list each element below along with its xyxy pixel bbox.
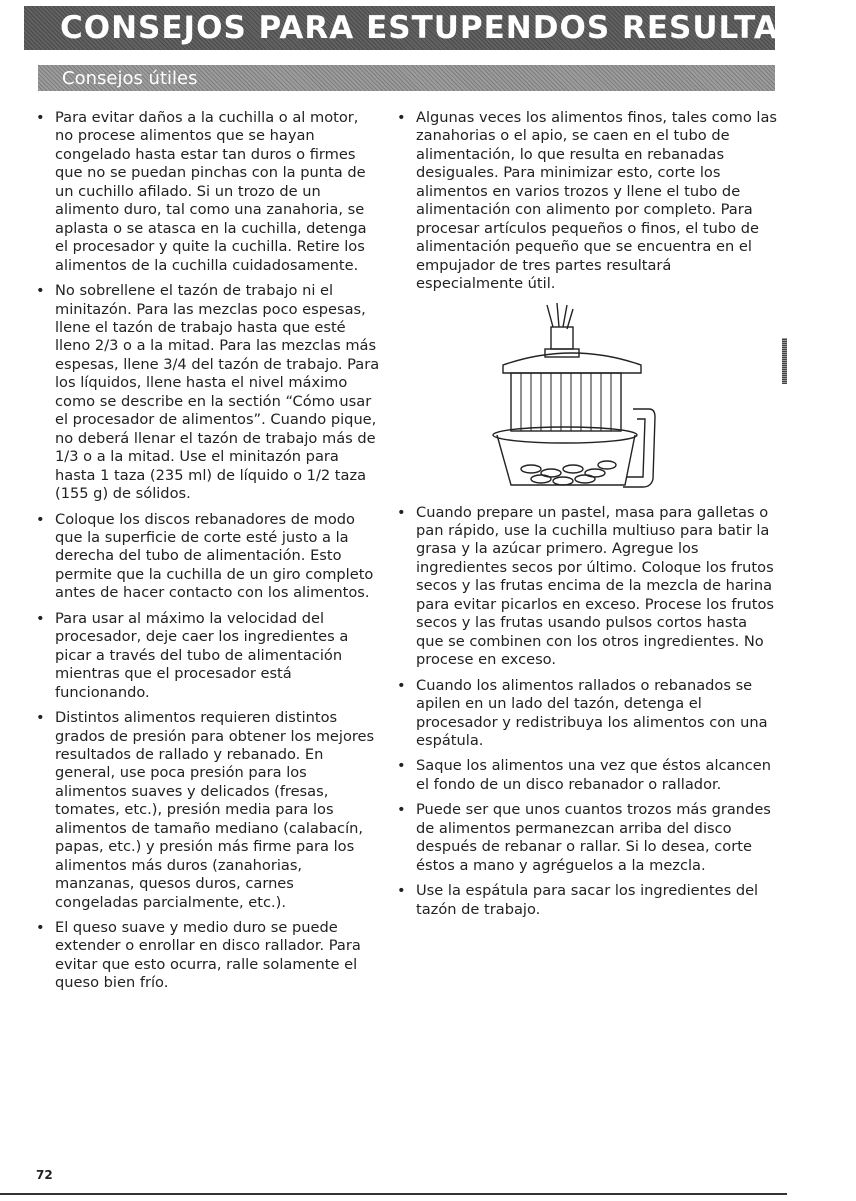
tip-item: • No sobrellene el tazón de trabajo ni el minitazón. Para las mezclas poco espesas, llene el tazón de trabajo hasta que esté lleno 2/3 o a la mitad. Para las mezclas más espesas, llene 3/4 del tazón de trabajo. Para los líquidos, llene hasta el nivel máximo como se describe en la sectión “Cómo usar el procesador de alimentos”. Cuando pique, no deberá llenar el tazón de trabajo más de 1/3 o a la mitad. Use el minitazón para hasta 1 taza (235 ml) de líquido o 1/2 taza (155 g) de sólidos. [36, 282, 381, 503]
tip-item: • Coloque los discos rebanadores de modo que la superficie de corte esté justo a la derecha del tubo de alimentación. Esto permite que la cuchilla de un giro completo antes de hacer contacto con los alimentos. [36, 511, 381, 603]
bottom-rule [0, 1193, 787, 1195]
tip-item: • Use la espátula para sacar los ingredientes del tazón de trabajo. [397, 882, 777, 919]
tip-item: • Saque los alimentos una vez que éstos alcancen el fondo de un disco rebanador o rallador. [397, 757, 777, 794]
page-number: 72 [36, 1168, 53, 1182]
right-column [397, 109, 777, 926]
page-title: CONSEJOS PARA ESTUPENDOS RESULTADOS [24, 6, 775, 50]
tip-item: • Distintos alimentos requieren distintos grados de presión para obtener los mejores resultados de rallado y rebanado. En general, use poca presión para los alimentos suaves y delicados (fresas, tomates, etc.), presión media para los alimentos de tamaño mediano (calabacín, papas, etc.) y presión más firme para los alimentos más duros (zanahorias, manzanas, quesos duros, carnes congeladas parcialmente, etc.). [36, 709, 381, 912]
left-column [36, 109, 381, 1000]
page-edge-marker [782, 338, 787, 384]
tip-item: • Cuando los alimentos rallados o rebanados se apilen en un lado del tazón, detenga el procesador y redistribuya los alimentos con una espátula. [397, 677, 777, 751]
food-processor-illustration [487, 301, 657, 491]
tip-item: • Cuando prepare un pastel, masa para galletas o pan rápido, use la cuchilla multiuso para batir la grasa y la azúcar primero. Agregue los ingredientes secos por último. Coloque los frutos secos y las frutas encima de la mezcla de harina para evitar picarlos en exceso. Procese los frutos secos y las frutas usando pulsos cortos hasta que se combinen con los otros ingredientes. No procese en exceso. [397, 504, 777, 670]
tip-item: • Puede ser que unos cuantos trozos más grandes de alimentos permanezcan arriba del disco después de rebanar o rallar. Si lo desea, corte éstos a mano y agréguelos a la mezcla. [397, 801, 777, 875]
tip-item: • Para evitar daños a la cuchilla o al motor, no procese alimentos que se hayan congelado hasta estar tan duros o firmes que no se puedan pinchas con la punta de un cuchillo afilado. Si un trozo de un alimento duro, tal como una zanahoria, se aplasta o se atasca en la cuchilla, detenga el procesador y quite la cuchilla. Retire los alimentos de la cuchilla cuidadosamente. [36, 109, 381, 275]
tip-item: • Para usar al máximo la velocidad del procesador, deje caer los ingredientes a picar a través del tubo de alimentación mientras que el procesador está funcionando. [36, 610, 381, 702]
tip-item: • Algunas veces los alimentos finos, tales como las zanahorias o el apio, se caen en el tubo de alimentación, lo que resulta en rebanadas desiguales. Para minimizar esto, corte los alimentos en varios trozos y llene el tubo de alimentación con alimento por completo. Para procesar artículos pequeños o finos, el tubo de alimentación pequeño que se encuentra en el empujador de tres partes resultará especialmente útil. [397, 109, 777, 294]
tip-item: • El queso suave y medio duro se puede extender o enrollar en disco rallador. Para evitar que esto ocurra, ralle solamente el queso bien frío. [36, 919, 381, 993]
section-heading: Consejos útiles [38, 65, 775, 91]
